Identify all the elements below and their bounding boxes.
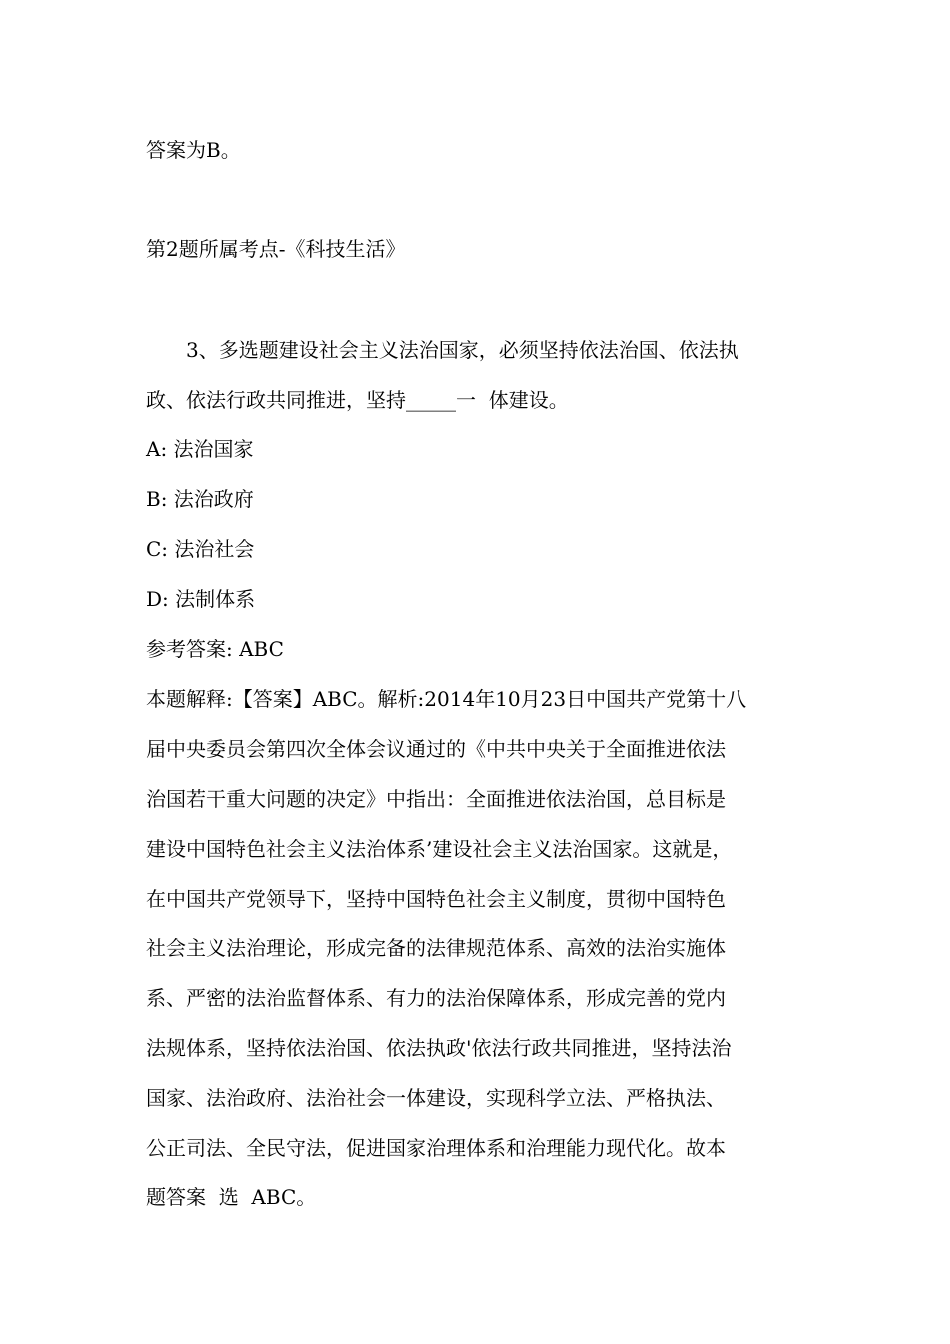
option-c: C: 法治社会	[146, 537, 255, 561]
topic-heading: 第2题所属考点-《科技生活》	[146, 237, 406, 261]
explanation-line: 本题解释:【答案】ABC。解析:2014年10月23日中国共产党第十八	[146, 687, 747, 711]
question-line-1: 3、多选题建设社会主义法治国家，必须坚持依法治国、依法执	[186, 338, 739, 362]
reference-answer: 参考答案: ABC	[146, 637, 284, 661]
question-line-2: 政、依法行政共同推进，坚持_____一 体建设。	[146, 388, 569, 412]
explanation-line: 建设中国特色社会主义法治体系’建设社会主义法治国家。这就是，	[146, 837, 733, 861]
option-b: B: 法治政府	[146, 487, 254, 511]
explanation-line: 社会主义法治理论，形成完备的法律规范体系、高效的法治实施体	[146, 936, 726, 960]
explanation-line: 公正司法、全民守法，促进国家治理体系和治理能力现代化。故本	[146, 1136, 726, 1160]
previous-answer: 答案为B。	[146, 138, 241, 162]
explanation-line: 届中央委员会第四次全体会议通过的《中共中央关于全面推进依法	[146, 737, 726, 761]
explanation-line: 系、严密的法治监督体系、有力的法治保障体系，形成完善的党内	[146, 986, 726, 1010]
explanation-line: 题答案 选 ABC。	[146, 1185, 317, 1209]
explanation-line: 治国若干重大问题的决定》中指出：全面推进依法治国，总目标是	[146, 787, 726, 811]
option-a: A: 法治国家	[146, 437, 254, 461]
explanation-line: 法规体系，坚持依法治国、依法执政'依法行政共同推进，坚持法治	[146, 1036, 732, 1060]
explanation-line: 国家、法治政府、法治社会一体建设，实现科学立法、严格执法、	[146, 1086, 726, 1110]
explanation-line: 在中国共产党领导下，坚持中国特色社会主义制度，贯彻中国特色	[146, 887, 726, 911]
option-d: D: 法制体系	[146, 587, 256, 611]
